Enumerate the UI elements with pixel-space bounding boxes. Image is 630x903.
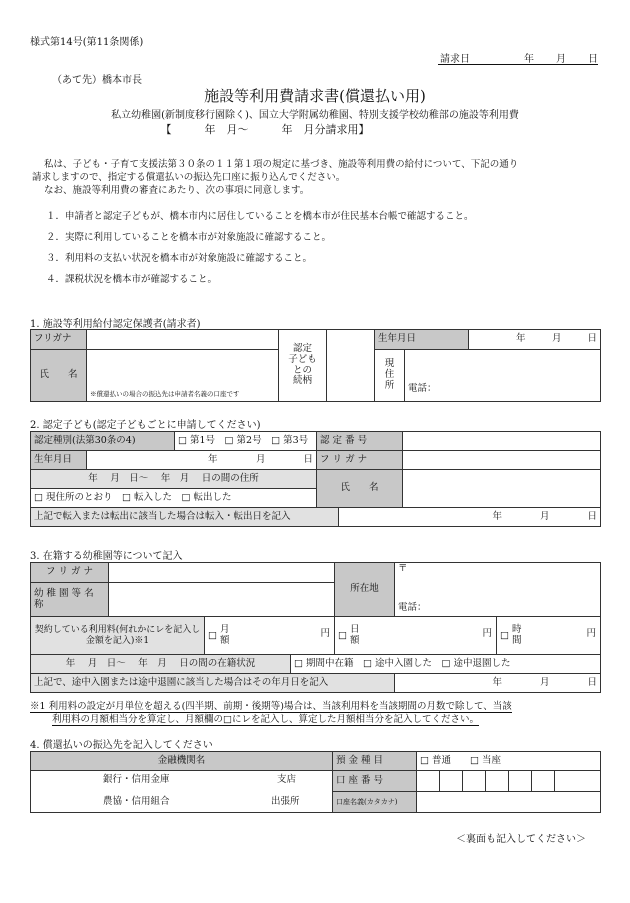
child-name-label: 氏 名 <box>317 470 403 508</box>
enrollment-status-label: 年 月 日～ 年 月 日の間の在籍状況 <box>31 655 291 674</box>
period-address-label: 年 月 日～ 年 月 日の間の住所 <box>31 470 317 489</box>
guardian-address-field[interactable] <box>405 350 601 402</box>
child-furigana-label: フ リ ガ ナ <box>317 451 403 470</box>
account-digit-7[interactable] <box>555 771 601 792</box>
deposit-type-options[interactable]: □ 普通 □ 当座 <box>417 752 601 771</box>
account-digit-6[interactable] <box>532 771 555 792</box>
guardian-birth-label: 生年月日 <box>375 330 469 350</box>
enrollment-status-options[interactable]: □ 期間中在籍 □ 途中入園した □ 途中退園した <box>291 655 601 674</box>
request-month: 月 <box>556 54 566 65</box>
relation-label: 認定 子ども との 続柄 <box>279 330 327 402</box>
guardian-table <box>30 329 601 402</box>
bank-name-field[interactable] <box>31 771 333 813</box>
section-3-heading: 3. 在籍する幼稚園等について記入 <box>30 551 183 562</box>
bank-type-line-2: 農協・信用組合 <box>103 796 170 807</box>
fee-monthly[interactable]: □ 月 額 円 <box>205 617 335 655</box>
cert-type-label: 認定種別(法第30条の4) <box>31 432 175 451</box>
child-table <box>30 431 601 527</box>
guardian-birth-day[interactable]: 日 <box>565 330 601 350</box>
footnote-2: 利用料の月額相当分を算定し、月額欄の□にレを記入し、算定した月額相当分を記入してください。 <box>52 714 479 725</box>
section-4-heading: 4. 償還払いの振込先を記入してください <box>30 740 213 751</box>
child-birth-day[interactable]: 日 <box>269 451 317 470</box>
address-label: 現 住 所 <box>375 350 405 402</box>
bank-table <box>30 751 601 813</box>
guardian-birth-year[interactable]: 年 <box>469 330 529 350</box>
request-period: 【 年 月～ 年 月分請求用】 <box>160 123 370 136</box>
location-label: 所在地 <box>335 563 395 617</box>
cert-number-field[interactable] <box>403 432 601 451</box>
intro-text-2: 請求しますので、指定する償還払いの振込先口座に振り込んでください。 <box>32 172 346 183</box>
section-2-heading: 2. 認定子ども(認定子どもごとに申請してください) <box>30 420 261 431</box>
cert-number-label: 認 定 番 号 <box>317 432 403 451</box>
kinder-phone-label: 電話： <box>398 602 427 614</box>
account-digit-1[interactable] <box>417 771 440 792</box>
consent-1: １．申請者と認定子どもが、橋本市内に居住していることを橋本市が住民基本台帳で確認すること。 <box>46 211 474 222</box>
section-1-heading: 1. 施設等利用給付認定保護者(請求者) <box>30 319 201 330</box>
kinder-name-label: 幼 稚 園 等 名 称 <box>31 583 109 617</box>
cert-type-options[interactable]: □ 第1号 □ 第2号 □ 第3号 <box>175 432 317 451</box>
child-birth-year[interactable]: 年 <box>87 451 221 470</box>
name-note: ※償還払いの場合の振込先は申請者名義の口座です <box>90 390 240 399</box>
bank-name-label: 金融機関名 <box>31 752 333 771</box>
guardian-furigana-label: フリガナ <box>31 330 87 350</box>
fee-daily[interactable]: □ 日 額 円 <box>335 617 497 655</box>
request-date-label: 請求日 <box>440 54 470 65</box>
kinder-furigana-label: フ リ ガ ナ <box>31 563 109 583</box>
address-options[interactable]: □ 現住所のとおり □ 転入した □ 転出した <box>31 489 317 508</box>
child-furigana-field[interactable] <box>403 451 601 470</box>
kindergarten-table <box>30 562 601 693</box>
form-number: 様式第14号(第11条関係) <box>30 37 144 48</box>
account-digit-2[interactable] <box>440 771 463 792</box>
addressee: （あて先）橋本市長 <box>52 75 142 86</box>
account-digit-5[interactable] <box>509 771 532 792</box>
guardian-name-label: 氏 名 <box>31 350 87 402</box>
child-birth-month[interactable]: 月 <box>221 451 269 470</box>
guardian-furigana-field[interactable] <box>87 330 279 350</box>
consent-3: ３．利用料の支払い状況を橋本市が対象施設に確認すること。 <box>46 253 313 264</box>
request-date-line <box>438 50 598 65</box>
branch-label: 支店 <box>277 774 297 785</box>
account-digit-3[interactable] <box>463 771 486 792</box>
deposit-type-label: 預 金 種 目 <box>333 752 417 771</box>
account-holder-field[interactable] <box>417 792 601 813</box>
kinder-name-field[interactable] <box>109 583 335 617</box>
consent-2: ２．実際に利用していることを橋本市が対象施設に確認すること。 <box>46 232 332 243</box>
location-field[interactable] <box>395 563 601 617</box>
subtitle: 私立幼稚園(新制度移行園除く)、国立大学附属幼稚園、特別支援学校幼稚部の施設等利用費 <box>111 110 519 121</box>
intro-text-1: 私は、子ども・子育て支援法第３０条の１１第１項の規定に基づき、施設等利用費の給付について、下記の通り <box>44 159 519 170</box>
move-date-field[interactable]: 年 月 日 <box>339 508 601 527</box>
relation-field[interactable] <box>327 330 375 402</box>
intro-text-3: なお、施設等利用費の審査にあたり、次の事項に同意します。 <box>44 185 310 196</box>
postal-mark: 〒 <box>398 563 408 574</box>
guardian-birth-month[interactable]: 月 <box>529 330 565 350</box>
mid-enrollment-date-field[interactable]: 年 月 日 <box>395 674 601 693</box>
account-holder-label: 口座名義(カタカナ) <box>333 792 417 813</box>
office-label: 出張所 <box>271 796 300 807</box>
kinder-furigana-field[interactable] <box>109 563 335 583</box>
mid-enrollment-note: 上記で、途中入園または途中退園に該当した場合はその年月日を記入 <box>31 674 395 693</box>
request-day: 日 <box>588 54 598 65</box>
page-title: 施設等利用費請求書(償還払い用) <box>204 87 426 105</box>
child-birth-label: 生年月日 <box>31 451 87 470</box>
move-date-note: 上記で転入または転出に該当した場合は転入・転出日を記入 <box>31 508 339 527</box>
request-year: 年 <box>524 54 534 65</box>
account-number-label: 口 座 番 号 <box>333 771 417 792</box>
bank-type-line-1: 銀行・信用金庫 <box>103 774 170 785</box>
fee-label: 契約している利用料(何れかにレを記入し金額を記入)※1 <box>31 617 205 655</box>
guardian-phone-label: 電話： <box>408 383 437 395</box>
guardian-name-field[interactable] <box>87 350 279 402</box>
consent-4: ４．課税状況を橋本市が確認すること。 <box>46 274 218 285</box>
footnote-1: ※1 利用料の設定が月単位を超える(四半期、前期・後期等)場合は、当該利用料を当該期間の月数で除して、当該 <box>30 701 512 712</box>
fee-hourly[interactable]: □ 時 間 円 <box>497 617 601 655</box>
account-digit-4[interactable] <box>486 771 509 792</box>
child-name-field[interactable] <box>403 470 601 508</box>
back-side-note: ＜裏面も記入してください＞ <box>456 834 586 845</box>
